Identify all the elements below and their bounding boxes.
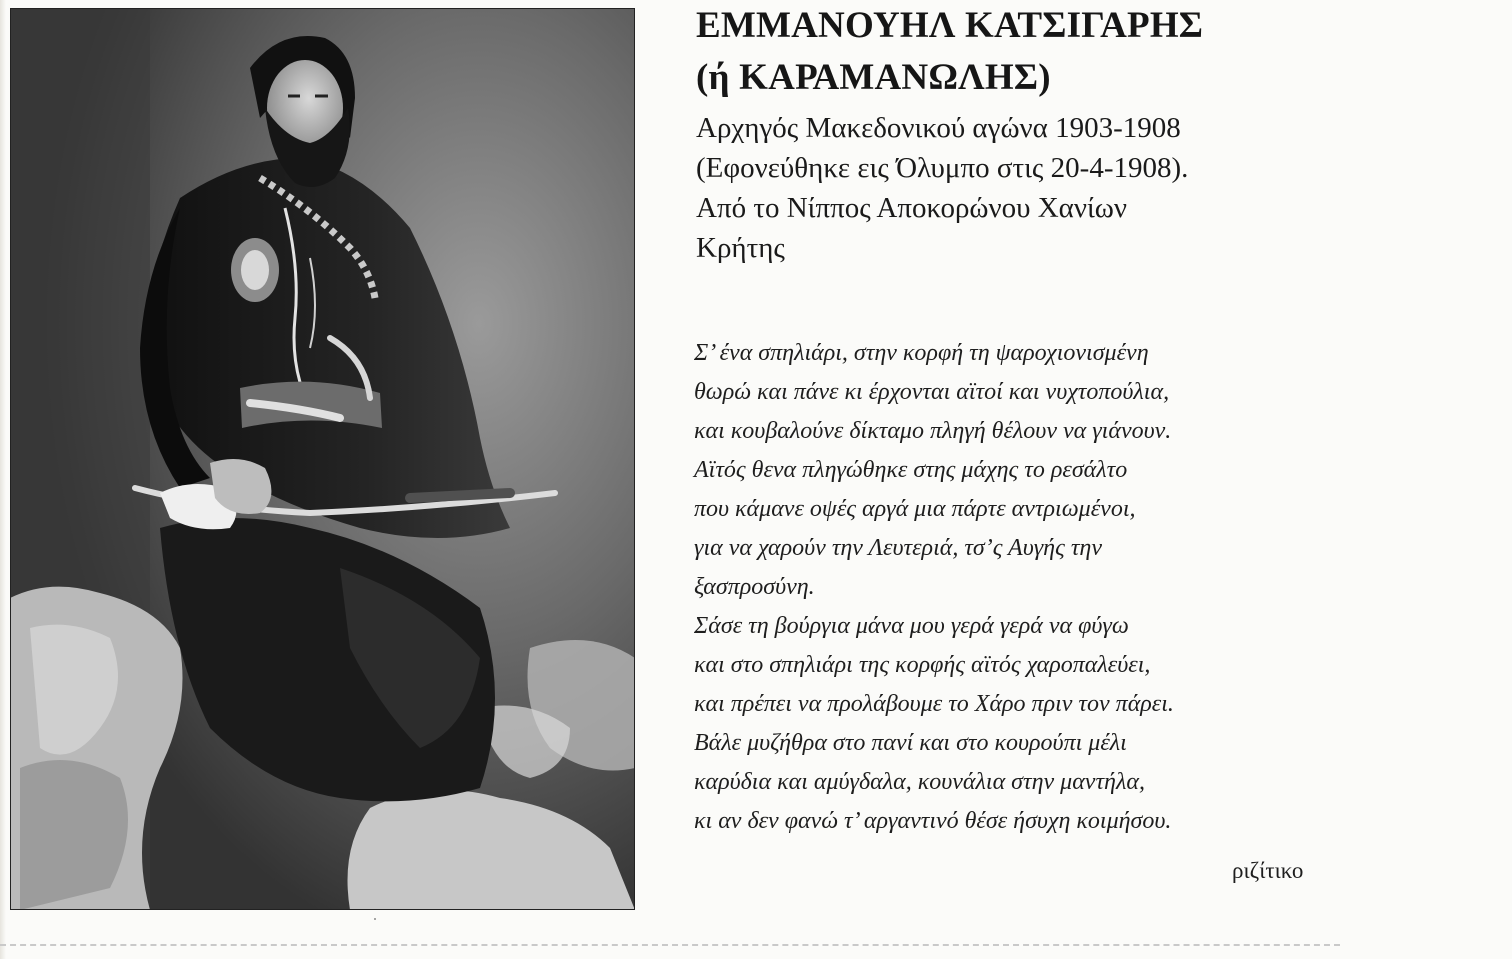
- poem-line: και κουβαλούνε δίκταμο πληγή θέλουν να γιάνουν.: [694, 418, 1172, 444]
- poem-line: Βάλε μυζήθρα στο πανί και στο κουρούπι μέλι: [694, 730, 1127, 756]
- biography-line: (Εφονεύθηκε εις Όλυμπο στις 20-4-1908).: [696, 152, 1189, 184]
- biography-line: Κρήτης: [696, 232, 785, 264]
- poem-line: που κάμανε οψές αργά μια πάρτε αντριωμένοι,: [694, 496, 1136, 522]
- title-heading: [696, 0, 1203, 104]
- poem-line: θωρώ και πάνε κι έρχονται αϊτοί και νυχτοπούλια,: [694, 379, 1170, 405]
- biography-line: Από το Νίππος Αποκορώνου Χανίων: [696, 192, 1127, 224]
- poem-line: Σ’ ένα σπηλιάρι, στην κορφή τη ψαροχιονισμένη: [694, 340, 1149, 366]
- poem-block: [694, 334, 1174, 841]
- poem-attribution: ριζίτικο: [1232, 858, 1304, 883]
- poem-line: για να χαρούν την Λευτεριά, τσ’ς Αυγής την: [694, 535, 1102, 561]
- poem-line: καρύδια και αμύγδαλα, κουνάλια στην μαντήλα,: [694, 769, 1145, 795]
- title-line-1: ΕΜΜΑΝΟΥΗΛ ΚΑΤΣΙΓΑΡΗΣ: [696, 5, 1204, 46]
- title-line-2: (ή ΚΑΡΑΜΑΝΩΛΗΣ): [696, 57, 1051, 98]
- biography-block: [696, 108, 1188, 268]
- poem-line: Αϊτός θενα πληγώθηκε στης μάχης το ρεσάλτο: [694, 457, 1128, 483]
- biography-line: Αρχηγός Μακεδονικού αγώνα 1903-1908: [696, 112, 1181, 144]
- portrait-photo: [10, 8, 635, 910]
- poem-line: ξασπροσύνη.: [694, 574, 815, 600]
- poem-line: Σάσε τη βούργια μάνα μου γερά γερά να φύγω: [694, 613, 1129, 639]
- page-edge-divider: [0, 944, 1340, 946]
- scan-speck: [374, 918, 376, 920]
- poem-line: και πρέπει να προλάβουμε το Χάρο πριν τον πάρει.: [694, 691, 1174, 717]
- poem-line: κι αν δεν φανώ τ’ αργαντινό θέσε ήσυχη κοιμήσου.: [694, 808, 1172, 834]
- scan-edge: [0, 0, 6, 959]
- poem-line: και στο σπηλιάρι της κορφής αϊτός χαροπαλεύει,: [694, 652, 1151, 678]
